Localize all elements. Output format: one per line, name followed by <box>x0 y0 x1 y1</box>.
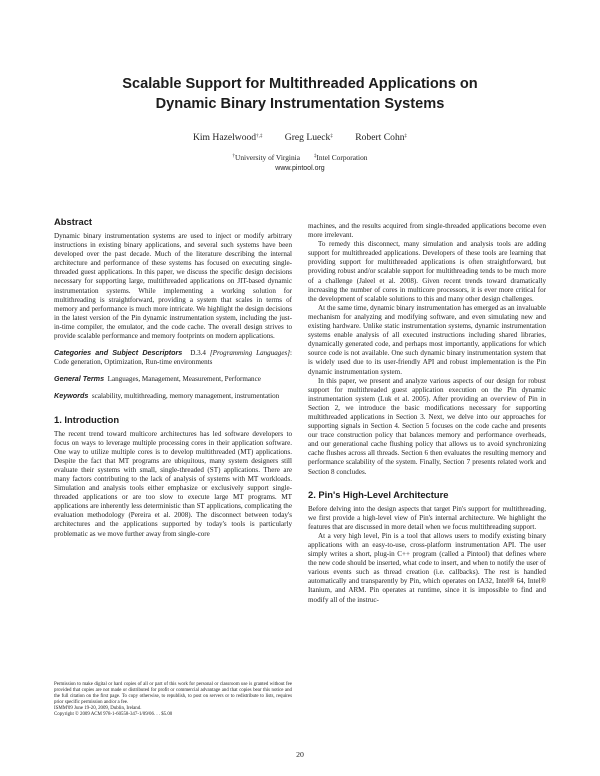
copyright-footnote <box>54 682 292 719</box>
paragraph: At a very high level, Pin is a tool that allows users to modify existing binary applications with an easy-to-use, cross-platform instrumentation API. The user simply writes a short, plug-in C++ program (called a Pintool) that defines where the new code should be inserted, what code to insert, and when to notify the user of various events such as thread creation (i.e. callbacks). The rest is handled automatically and transparently by Pin, which operates on IA32, Intel® 64, Intel® Itanium, and ARM. Pin operates at runtime, since it is impossible to find and modify all of the instruc- <box>308 531 546 604</box>
right-column <box>308 222 546 605</box>
affiliation: ‡Intel Corporation <box>313 153 368 162</box>
affiliations <box>40 152 560 163</box>
title-line-2: Dynamic Binary Instrumentation Systems <box>155 96 445 112</box>
categories-descriptors: Categories and Subject Descriptors D.3.4 [Programming Languages]: Code generation, Optimization, Run-time environments <box>54 348 293 367</box>
author: Kim Hazelwood†,‡ <box>192 132 263 143</box>
page-number: 20 <box>296 750 304 759</box>
paragraph: machines, and the results acquired from single-threaded applications become even more irrelevant. <box>308 222 546 240</box>
author: Robert Cohn‡ <box>355 132 408 143</box>
keywords: Keywords scalability, multithreading, memory management, instrumentation <box>54 391 280 401</box>
section-2-heading: 2. Pin's High-Level Architecture <box>308 488 449 500</box>
copyright-line: Copyright © 2009 ACM 978-1-60558-347-1/09/06. . . $5.00 <box>54 712 173 718</box>
author-list <box>40 131 560 144</box>
title-line-1: Scalable Support for Multithreaded Applications on <box>122 76 478 92</box>
paragraph: To remedy this disconnect, many simulation and analysis tools are adding support for multithreaded applications. Developers of these tools are learning that providing support for multithreaded applications is often straightforward, but providing robust and/or scalable support for multithreading tends to be much more of a challenge (Jaleel et al. 2008). Given recent trends toward dramatically increasing the number of cores in multicore processors, it is ever more critical for the development of scalable solutions to this and many other design challenges. <box>308 240 546 303</box>
abstract-text: Dynamic binary instrumentation systems are used to inject or modify arbitrary instructions in existing binary applications, and several such systems have been developed over the past decade. Much of the literature describing the internal architecture and performance of these systems has focused on executing single-threaded guest applications. In this paper, we discuss the specific design decisions necessary for supporting large, multithreaded applications on JIT-based dynamic instrumentation systems. While implementing a working solution for multithreading is straightforward, providing a system that scales in terms of memory and performance is much more intricate. We highlight the design decisions in the latest version of the Pin dynamic instrumentation system, including the just-in-time compiler, the emulator, and the code cache. The overall design strives to provide scalable performance and memory footprints on modern applications. <box>54 232 292 341</box>
general-terms: General Terms Languages, Management, Measurement, Performance <box>54 374 261 384</box>
paragraph: In this paper, we present and analyze various aspects of our design for robust support for multithreaded guest application execution on the Pin dynamic instrumentation system (Luk et al. 2005). After providing an overview of Pin in Section 2, we introduce the basic modifications necessary for supporting multithreaded applications in Section 3. Next, we delve into our approaches for supporting signals in Section 4. Section 5 focuses on the code cache and presents our trace construction policy that balances memory and performance overheads, and our generational cache flushing policy that allows us to avoid synchronizing cache flushes across all threads. Section 6 then evaluates the resulting memory and performance scalability of the system. Finally, Section 7 presents related work and Section 8 concludes. <box>308 376 546 476</box>
paragraph: Before delving into the design aspects that target Pin's support for multithreading, we first provide a high-level view of Pin's internal architecture. We highlight the features that are discussed in more detail when we focus multithreading support. <box>308 504 546 531</box>
paper-title <box>40 74 560 114</box>
paragraph: At the same time, dynamic binary instrumentation has emerged as an invaluable mechanism for analyzing and modifying software, and even simulating new and existing hardware. Unlike static instrumentation systems, dynamic instrumentation systems enable analysis of all executed instructions including shared libraries, dynamically generated code, and perhaps most importantly, applications for which source code is not available. One such dynamic binary instrumentation system that is widely used due to its user-friendly API and robust implementation is the Pin dynamic instrumentation system. <box>308 303 546 376</box>
abstract-heading: Abstract <box>54 216 93 227</box>
affiliation: †University of Virginia <box>232 153 300 162</box>
project-url: www.pintool.org <box>275 165 325 172</box>
permission-notice: Permission to make digital or hard copies of all or part of this work for personal or classroom use is granted without fee provided that copies are not made or distributed for profit or commercial advantage and that copies bear this notice and the full citation on the first page. To copy otherwise, to republish, to post on servers or to redistribute to lists, requires prior specific permission and/or a fee. <box>54 682 292 706</box>
introduction-heading: 1. Introduction <box>54 413 120 425</box>
left-column <box>54 216 292 539</box>
venue-line: ISMM'09 June 19-20, 2009, Dublin, Ireland. <box>54 706 142 712</box>
introduction-text: The recent trend toward multicore architectures has led software developers to focus on ways to leverage multiple processing cores in their application software. One way to utilize multiple cores is to develop multithreaded (MT) applications. Despite the fact that MT programs are ubiquitous, many system designers still evaluate their systems with small, single-threaded (ST) applications. There are many factors contributing to the lack of analysis of systems with MT workloads. Simulation and analysis tools either emphasize or exclusively support single-threaded applications or are too slow to execute large MT programs. MT applications are inherently less deterministic than ST applications, complicating the evaluation methodology (Pereira et al. 2008). The disconnect between today's architectures and the applications supported by today's tools is particularly problematic as we move further away from single-core <box>54 429 292 538</box>
author: Greg Lueck‡ <box>284 132 333 143</box>
